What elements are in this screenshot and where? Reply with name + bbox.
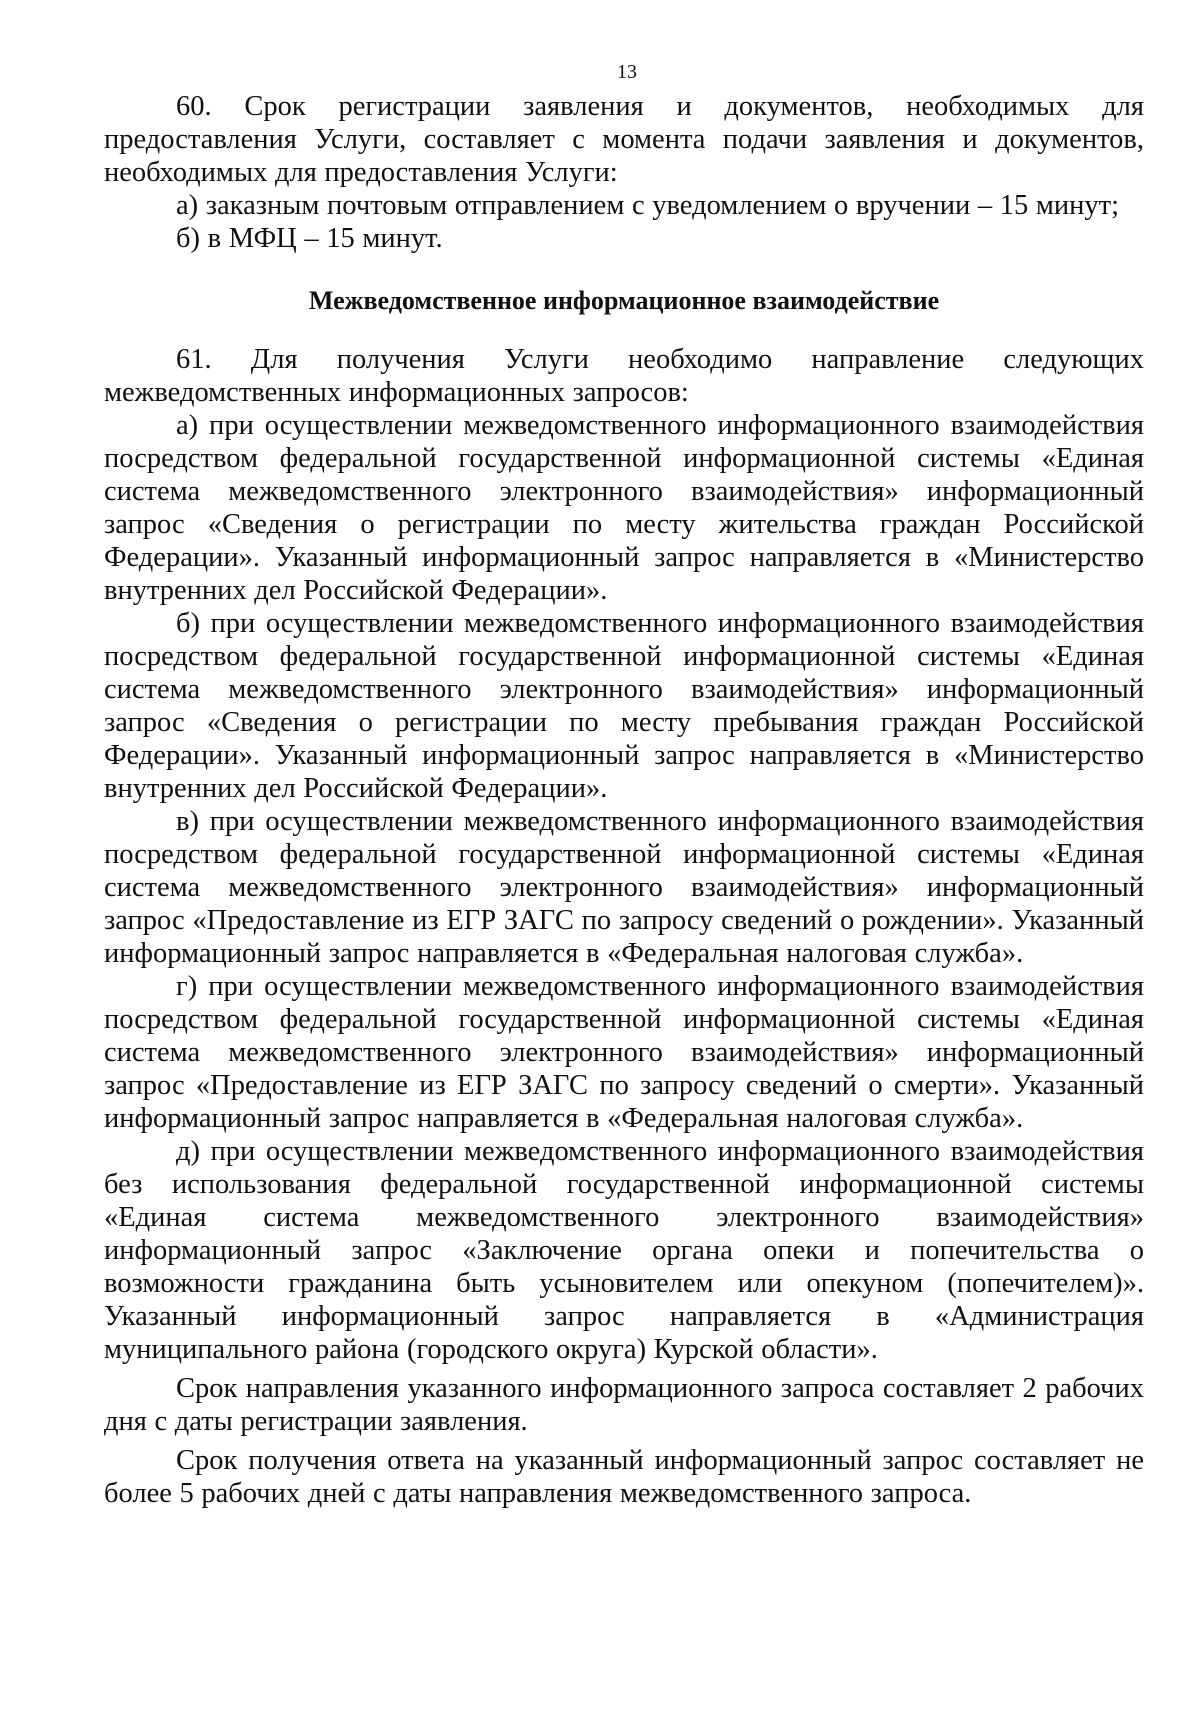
paragraph-60-item-b: б) в МФЦ – 15 минут. — [176, 223, 443, 254]
paragraph-61-item-g: г) при осуществлении межведомственного информационного взаимодействия посредством федеральной государственной информационной системы «Единая система межведомственного электронного взаимодействия» информационный запрос «Предоставление из ЕГР ЗАГС по запросу сведений о смерти». Указанный информационный запрос направляется в «Федеральная налоговая служба». — [104, 971, 1144, 1134]
page-content — [104, 90, 1144, 1510]
paragraph-60-intro: 60. Срок регистрации заявления и документов, необходимых для предоставления Услуги, составляет с момента подачи заявления и документов, необходимых для предоставления Услуги: — [104, 91, 1144, 188]
paragraph-61-item-d: д) при осуществлении межведомственного информационного взаимодействия без использования федеральной государственной информационной системы «Единая система межведомственного электронного взаимодействия» информационный запрос «Заключение органа опеки и попечительства о возможности гражданина быть усыновителем или опекуном (попечителем)». Указанный информационный запрос направляется в «Администрация муниципального района (городского округа) Курской области». — [104, 1136, 1144, 1365]
paragraph-61-item-b: б) при осуществлении межведомственного информационного взаимодействия посредством федеральной государственной информационной системы «Единая система межведомственного электронного взаимодействия» информационный запрос «Сведения о регистрации по месту пребывания граждан Российской Федерации». Указанный информационный запрос направляется в «Министерство внутренних дел Российской Федерации». — [104, 608, 1144, 804]
paragraph-send-term: Срок направления указанного информационного запроса составляет 2 рабочих дня с даты регистрации заявления. — [104, 1373, 1144, 1437]
section-heading: Межведомственное информационное взаимодействие — [308, 286, 940, 315]
paragraph-61-item-v: в) при осуществлении межведомственного информационного взаимодействия посредством федеральной государственной информационной системы «Единая система межведомственного электронного взаимодействия» информационный запрос «Предоставление из ЕГР ЗАГС по запросу сведений о рождении». Указанный информационный запрос направляется в «Федеральная налоговая служба». — [104, 806, 1144, 969]
page-number: 13 — [617, 61, 637, 83]
paragraph-61-intro: 61. Для получения Услуги необходимо направление следующих межведомственных информационных запросов: — [104, 344, 1144, 408]
paragraph-response-term: Срок получения ответа на указанный информационный запрос составляет не более 5 рабочих дней с даты направления межведомственного запроса. — [104, 1445, 1144, 1509]
paragraph-60-item-a: а) заказным почтовым отправлением с уведомлением о вручении – 15 минут; — [176, 190, 1119, 221]
paragraph-61-item-a: а) при осуществлении межведомственного информационного взаимодействия посредством федеральной государственной информационной системы «Единая система межведомственного электронного взаимодействия» информационный запрос «Сведения о регистрации по месту жительства граждан Российской Федерации». Указанный информационный запрос направляется в «Министерство внутренних дел Российской Федерации». — [104, 410, 1144, 606]
